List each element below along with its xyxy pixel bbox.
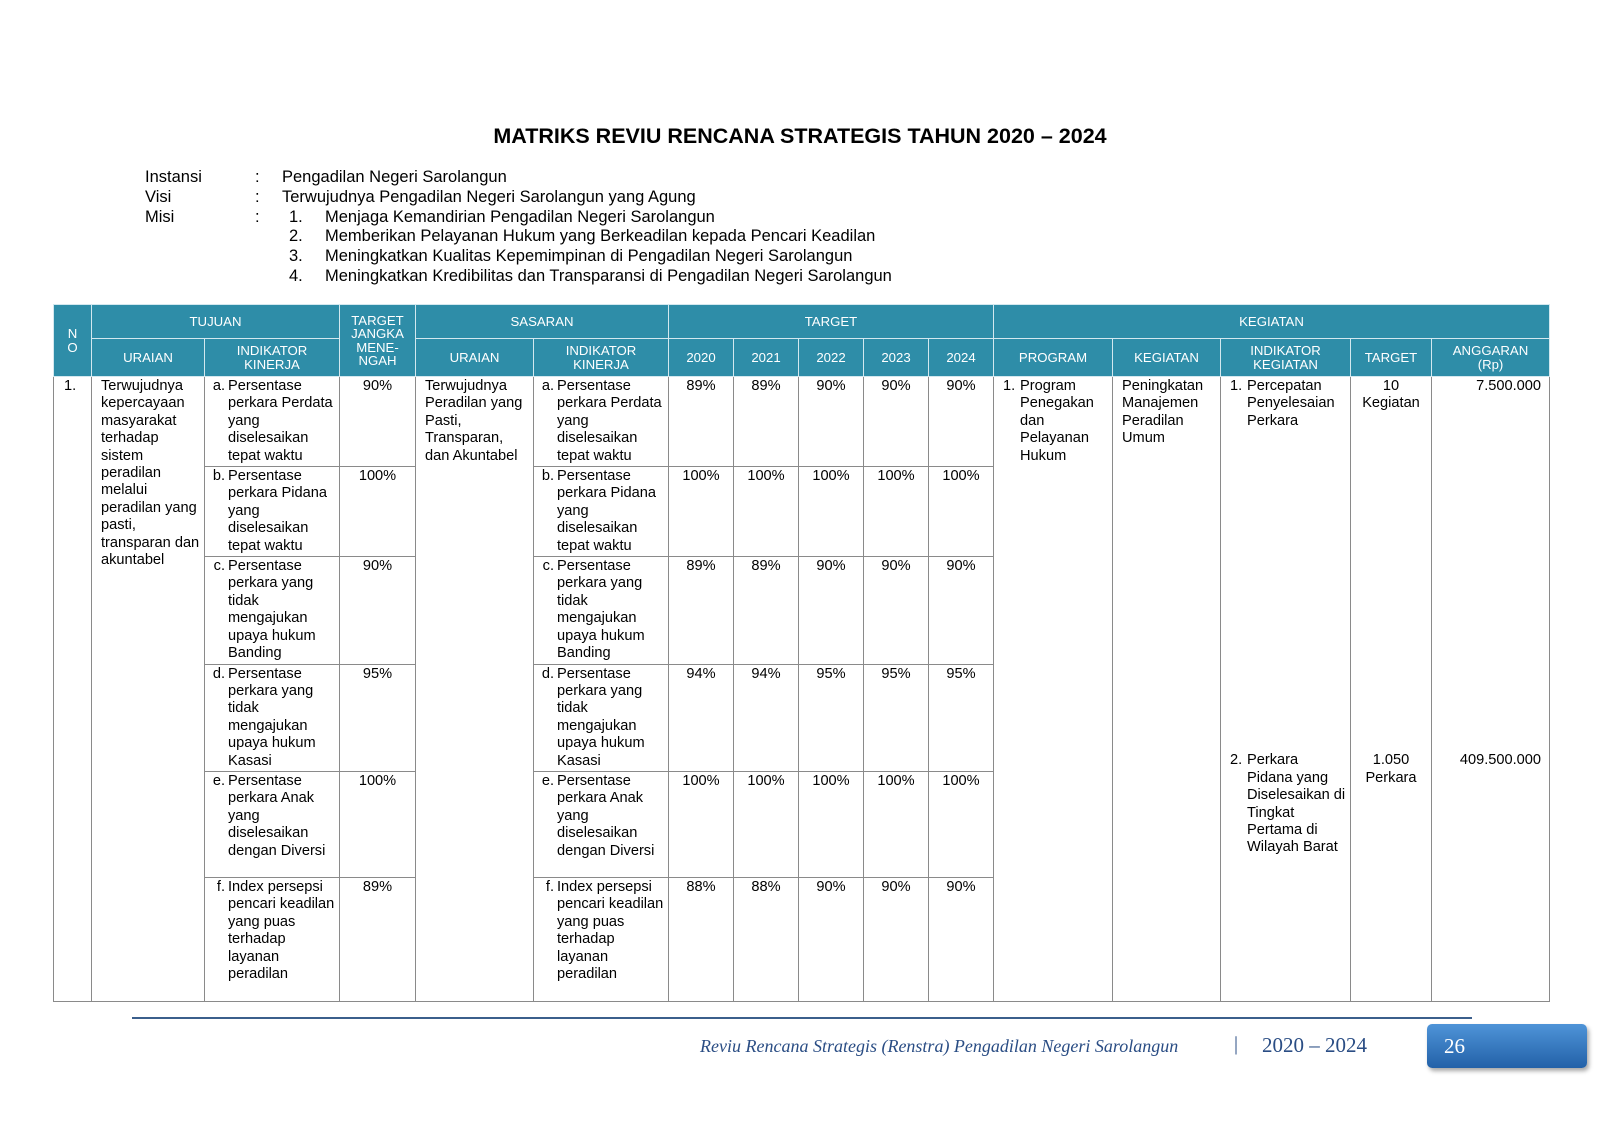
visi-value: Terwujudnya Pengadilan Negeri Sarolangun yang Agung	[282, 187, 696, 206]
tujuan-indikator	[205, 557, 340, 664]
target-2022: 90%	[799, 557, 864, 664]
indicator-key: e.	[212, 772, 225, 789]
target-2022: 100%	[799, 467, 864, 557]
target-2020: 94%	[669, 664, 734, 771]
target-2020: 100%	[669, 467, 734, 557]
misi-number: 3.	[289, 247, 303, 266]
footer-separator: |	[1234, 1033, 1239, 1055]
indikator-kegiatan-text: Perkara Pidana yang Diselesaikan di Tingkat Pertama di Wilayah Barat	[1247, 752, 1346, 856]
indicator-key: c.	[213, 558, 225, 575]
program-text: Program Penegakan dan Pelayanan Hukum	[1020, 378, 1094, 464]
sasaran-indikator	[534, 877, 669, 1001]
header-kegiatan-group: KEGIATAN	[994, 305, 1550, 339]
indicator-key: b.	[541, 468, 554, 485]
sasaran-indikator	[534, 664, 669, 771]
target-2021: 94%	[734, 664, 799, 771]
misi-label: Misi	[145, 207, 175, 226]
page-number-badge: 26	[1427, 1024, 1587, 1068]
target-2021: 100%	[734, 467, 799, 557]
instansi-value: Pengadilan Negeri Sarolangun	[282, 168, 507, 186]
misi-row	[145, 247, 892, 267]
indicator-text: Index persepsi pencari keadilan yang puas terhadap layanan peradilan	[557, 878, 664, 982]
visi-row	[145, 188, 892, 208]
target-2023: 100%	[864, 771, 929, 877]
kegiatan-cell: Peningkatan Manajemen Peradilan Umum	[1113, 377, 1221, 1002]
sasaran-indikator	[534, 771, 669, 877]
indicator-text: Persentase perkara Anak yang diselesaikan dengan Diversi	[228, 772, 326, 859]
header-anggaran: ANGGARAN (Rp)	[1432, 339, 1550, 377]
misi-text: Memberikan Pelayanan Hukum yang Berkeadilan kepada Pencari Keadilan	[325, 227, 876, 246]
tujuan-uraian: Terwujudnya kepercayaan masyarakat terhadap sistem peradilan melalui peradilan yang pasti, transparan dan akuntabel	[92, 377, 205, 1002]
indicator-text: Persentase perkara yang tidak mengajukan upaya hukum Kasasi	[228, 665, 316, 769]
target-2023: 90%	[864, 377, 929, 467]
target-kegiatan-2	[1351, 752, 1432, 1001]
indicator-key: a.	[541, 378, 554, 394]
table-row	[54, 771, 1550, 877]
misi-number: 1.	[289, 207, 303, 226]
target-2023: 90%	[864, 557, 929, 664]
colon: :	[255, 168, 260, 186]
target-2024: 90%	[929, 557, 994, 664]
renstra-matrix-table	[53, 304, 1550, 1002]
header-sasaran-indikator: INDIKATOR KINERJA	[534, 339, 669, 377]
indicator-key: d.	[541, 665, 554, 682]
footer-years: 2020 – 2024	[1262, 1033, 1367, 1057]
target-2020: 89%	[669, 377, 734, 467]
tujuan-indikator	[205, 877, 340, 1001]
indicator-key: a.	[212, 378, 225, 394]
indicator-text: Persentase perkara Pidana yang diselesaikan tepat waktu	[557, 468, 656, 554]
header-no: N O	[54, 305, 92, 377]
target-2020: 89%	[669, 557, 734, 664]
misi-text: Meningkatkan Kredibilitas dan Transparansi di Pengadilan Negeri Sarolangun	[325, 266, 892, 285]
header-year-2023: 2023	[864, 339, 929, 377]
header-tujuan: TUJUAN	[92, 305, 340, 339]
misi-number: 4.	[289, 266, 303, 285]
target-2023: 90%	[864, 877, 929, 1001]
footer-document-title: Reviu Rencana Strategis (Renstra) Pengadilan Negeri Sarolangun	[700, 1036, 1179, 1056]
indikator-kegiatan-number: 1.	[1230, 378, 1243, 394]
misi-text: Menjaga Kemandirian Pengadilan Negeri Sarolangun	[325, 207, 715, 226]
instansi-label: Instansi	[145, 168, 202, 186]
header-kegiatan: KEGIATAN	[1113, 339, 1221, 377]
visi-label: Visi	[145, 187, 172, 206]
indicator-text: Persentase perkara yang tidak mengajukan upaya hukum Kasasi	[557, 665, 645, 769]
header-tujuan-indikator: INDIKATOR KINERJA	[205, 339, 340, 377]
misi-row	[145, 208, 892, 228]
target-2024: 90%	[929, 377, 994, 467]
header-year-2021: 2021	[734, 339, 799, 377]
target-2023: 95%	[864, 664, 929, 771]
target-2020: 100%	[669, 771, 734, 877]
target-2021: 89%	[734, 377, 799, 467]
header-year-2020: 2020	[669, 339, 734, 377]
target-2024: 100%	[929, 771, 994, 877]
sasaran-indikator	[534, 377, 669, 467]
tujuan-indikator	[205, 664, 340, 771]
target-2021: 100%	[734, 771, 799, 877]
target-jangka-value: 89%	[340, 877, 416, 1001]
indicator-key: d.	[212, 665, 225, 682]
target-2024: 95%	[929, 664, 994, 771]
indicator-key: b.	[212, 468, 225, 485]
tujuan-indikator	[205, 467, 340, 557]
sasaran-uraian: Terwujudnya Peradilan yang Pasti, Transparan, dan Akuntabel	[416, 377, 534, 1002]
indicator-text: Persentase perkara Anak yang diselesaikan dengan Diversi	[557, 772, 655, 859]
indicator-key: f.	[545, 878, 554, 895]
indicator-key: e.	[541, 772, 554, 789]
indicator-key: c.	[542, 558, 554, 575]
indikator-kegiatan-number: 2.	[1230, 752, 1243, 769]
indicator-text: Persentase perkara Perdata yang diselesaikan tepat waktu	[557, 378, 662, 464]
header-target-jangka-menengah: TARGET JANGKA MENE- NGAH	[340, 305, 416, 377]
misi-text: Meningkatkan Kualitas Kepemimpinan di Pengadilan Negeri Sarolangun	[325, 247, 853, 266]
anggaran-1: 7.500.000	[1432, 377, 1550, 772]
program-number: 1.	[1003, 378, 1016, 394]
target-2022: 100%	[799, 771, 864, 877]
target-jangka-value: 100%	[340, 771, 416, 877]
indicator-key: f.	[216, 878, 225, 895]
document-meta	[145, 168, 892, 287]
header-target-kegiatan: TARGET	[1351, 339, 1432, 377]
target-2022: 90%	[799, 377, 864, 467]
target-kegiatan-2-value: 1.050 Perkara	[1365, 752, 1417, 786]
target-jangka-value: 90%	[340, 557, 416, 664]
row-number: 1.	[54, 377, 92, 1002]
misi-number: 2.	[289, 227, 303, 246]
target-jangka-value: 95%	[340, 664, 416, 771]
header-indikator-kegiatan: INDIKATOR KEGIATAN	[1221, 339, 1351, 377]
indikator-kegiatan-text: Percepatan Penyelesaian Perkara	[1247, 378, 1335, 429]
target-jangka-value: 90%	[340, 377, 416, 467]
indikator-kegiatan-1	[1221, 377, 1351, 772]
target-2024: 90%	[929, 877, 994, 1001]
sasaran-indikator	[534, 557, 669, 664]
target-jangka-value: 100%	[340, 467, 416, 557]
program-cell	[994, 377, 1113, 1002]
indicator-text: Persentase perkara Perdata yang diselesaikan tepat waktu	[228, 378, 333, 464]
page-title: MATRIKS REVIU RENCANA STRATEGIS TAHUN 2020 – 2024	[493, 124, 1107, 148]
header-year-2022: 2022	[799, 339, 864, 377]
tujuan-indikator	[205, 771, 340, 877]
colon: :	[255, 187, 260, 206]
indicator-text: Persentase perkara yang tidak mengajukan upaya hukum Banding	[557, 558, 645, 662]
indicator-text: Persentase perkara yang tidak mengajukan upaya hukum Banding	[228, 558, 316, 662]
indicator-text: Index persepsi pencari keadilan yang puas terhadap layanan peradilan	[228, 878, 335, 982]
table-row	[54, 377, 1550, 467]
misi-row	[145, 227, 892, 247]
target-2020: 88%	[669, 877, 734, 1001]
sasaran-indikator	[534, 467, 669, 557]
header-sasaran-uraian: URAIAN	[416, 339, 534, 377]
target-2021: 88%	[734, 877, 799, 1001]
misi-row	[145, 267, 892, 287]
indikator-kegiatan-2	[1221, 752, 1351, 1001]
header-program: PROGRAM	[994, 339, 1113, 377]
header-tujuan-uraian: URAIAN	[92, 339, 205, 377]
header-year-2024: 2024	[929, 339, 994, 377]
target-kegiatan-1: 10 Kegiatan	[1351, 377, 1432, 772]
target-2021: 89%	[734, 557, 799, 664]
target-2022: 95%	[799, 664, 864, 771]
indicator-text: Persentase perkara Pidana yang diselesaikan tepat waktu	[228, 468, 327, 554]
anggaran-2	[1432, 752, 1550, 1001]
target-2022: 90%	[799, 877, 864, 1001]
colon: :	[255, 207, 260, 226]
target-2024: 100%	[929, 467, 994, 557]
footer-divider	[132, 1017, 1472, 1019]
instansi-row	[145, 168, 892, 188]
anggaran-2-value: 409.500.000	[1459, 752, 1542, 769]
header-sasaran: SASARAN	[416, 305, 669, 339]
tujuan-indikator	[205, 377, 340, 467]
header-target: TARGET	[669, 305, 994, 339]
target-2023: 100%	[864, 467, 929, 557]
